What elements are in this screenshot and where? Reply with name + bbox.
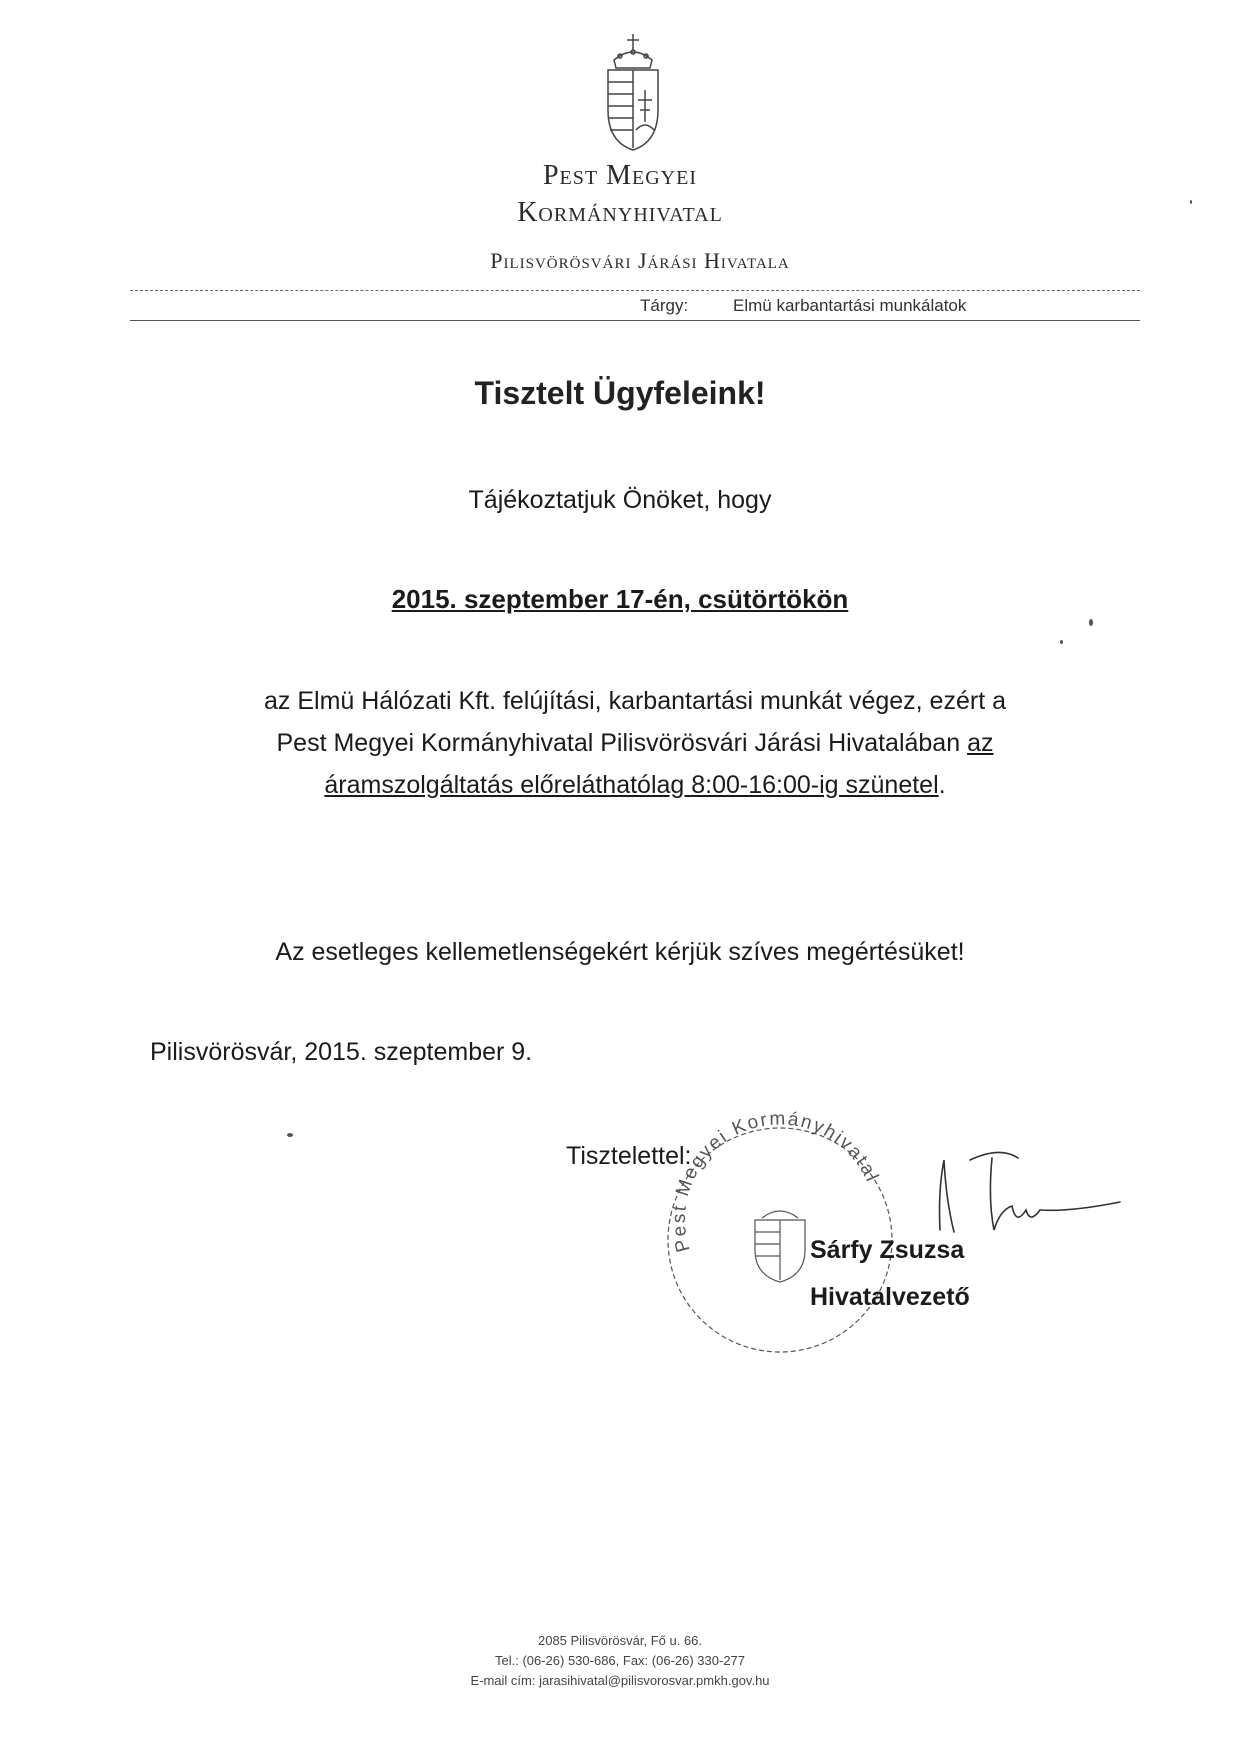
footer-address: 2085 Pilisvörösvár, Fő u. 66.	[537, 1633, 703, 1648]
notice-line3-underlined: áramszolgáltatás előreláthatólag 8:00-16:00-ig szünetel	[324, 771, 939, 799]
signer-name: Sárfy Zsuzsa	[810, 1236, 965, 1264]
scan-speck	[287, 1133, 293, 1137]
regards-text: Tisztelettel:	[566, 1142, 692, 1170]
notice-line3	[185, 764, 1085, 806]
org-name-line1: Pest Megyei	[542, 160, 697, 191]
notice-line2-underlined: az	[967, 729, 994, 757]
scan-speck	[1089, 619, 1093, 626]
scan-speck	[1190, 200, 1192, 204]
org-name-line3: Pilisvörösvári Járási Hivatala	[490, 248, 790, 273]
notice-line1: az Elmü Hálózati Kft. felújítási, karbantartási munkát végez, ezért a	[263, 687, 1006, 715]
header-divider-bottom	[130, 320, 1140, 321]
closing-text: Az esetleges kellemetlenségekért kérjük szíves megértésüket!	[275, 938, 965, 966]
footer-phone-fax: Tel.: (06-26) 530-686, Fax: (06-26) 330-277	[494, 1653, 746, 1668]
intro-text: Tájékoztatjuk Önöket, hogy	[468, 486, 772, 514]
salutation: Tisztelt Ügyfeleink!	[474, 375, 766, 411]
date-highlight: 2015. szeptember 17-én, csütörtökön	[391, 584, 849, 614]
notice-body	[185, 680, 1085, 806]
notice-line3-end: .	[938, 771, 946, 799]
org-name-line2: Kormányhivatal	[517, 197, 723, 228]
footer-email: E-mail cím: jarasihivatal@pilisvorosvar.pmkh.gov.hu	[470, 1673, 770, 1688]
signer-title: Hivatalvezető	[810, 1283, 970, 1311]
place-date: Pilisvörösvár, 2015. szeptember 9.	[150, 1038, 533, 1066]
hungarian-coat-of-arms-icon	[596, 30, 670, 154]
subject-label: Tárgy:	[640, 296, 689, 315]
header-divider-top	[130, 290, 1140, 291]
handwritten-signature-icon	[930, 1140, 1130, 1240]
subject-value: Elmü karbantartási munkálatok	[733, 296, 967, 315]
notice-line2-text: Pest Megyei Kormányhivatal Pilisvörösvári Járási Hivatalában	[276, 729, 968, 757]
notice-line2	[185, 722, 1085, 764]
svg-text:Pest Megyei Kormányhivatal: Pest Megyei Kormányhivatal	[668, 1108, 883, 1255]
scan-speck	[1060, 640, 1063, 644]
official-stamp-icon	[650, 1100, 910, 1360]
